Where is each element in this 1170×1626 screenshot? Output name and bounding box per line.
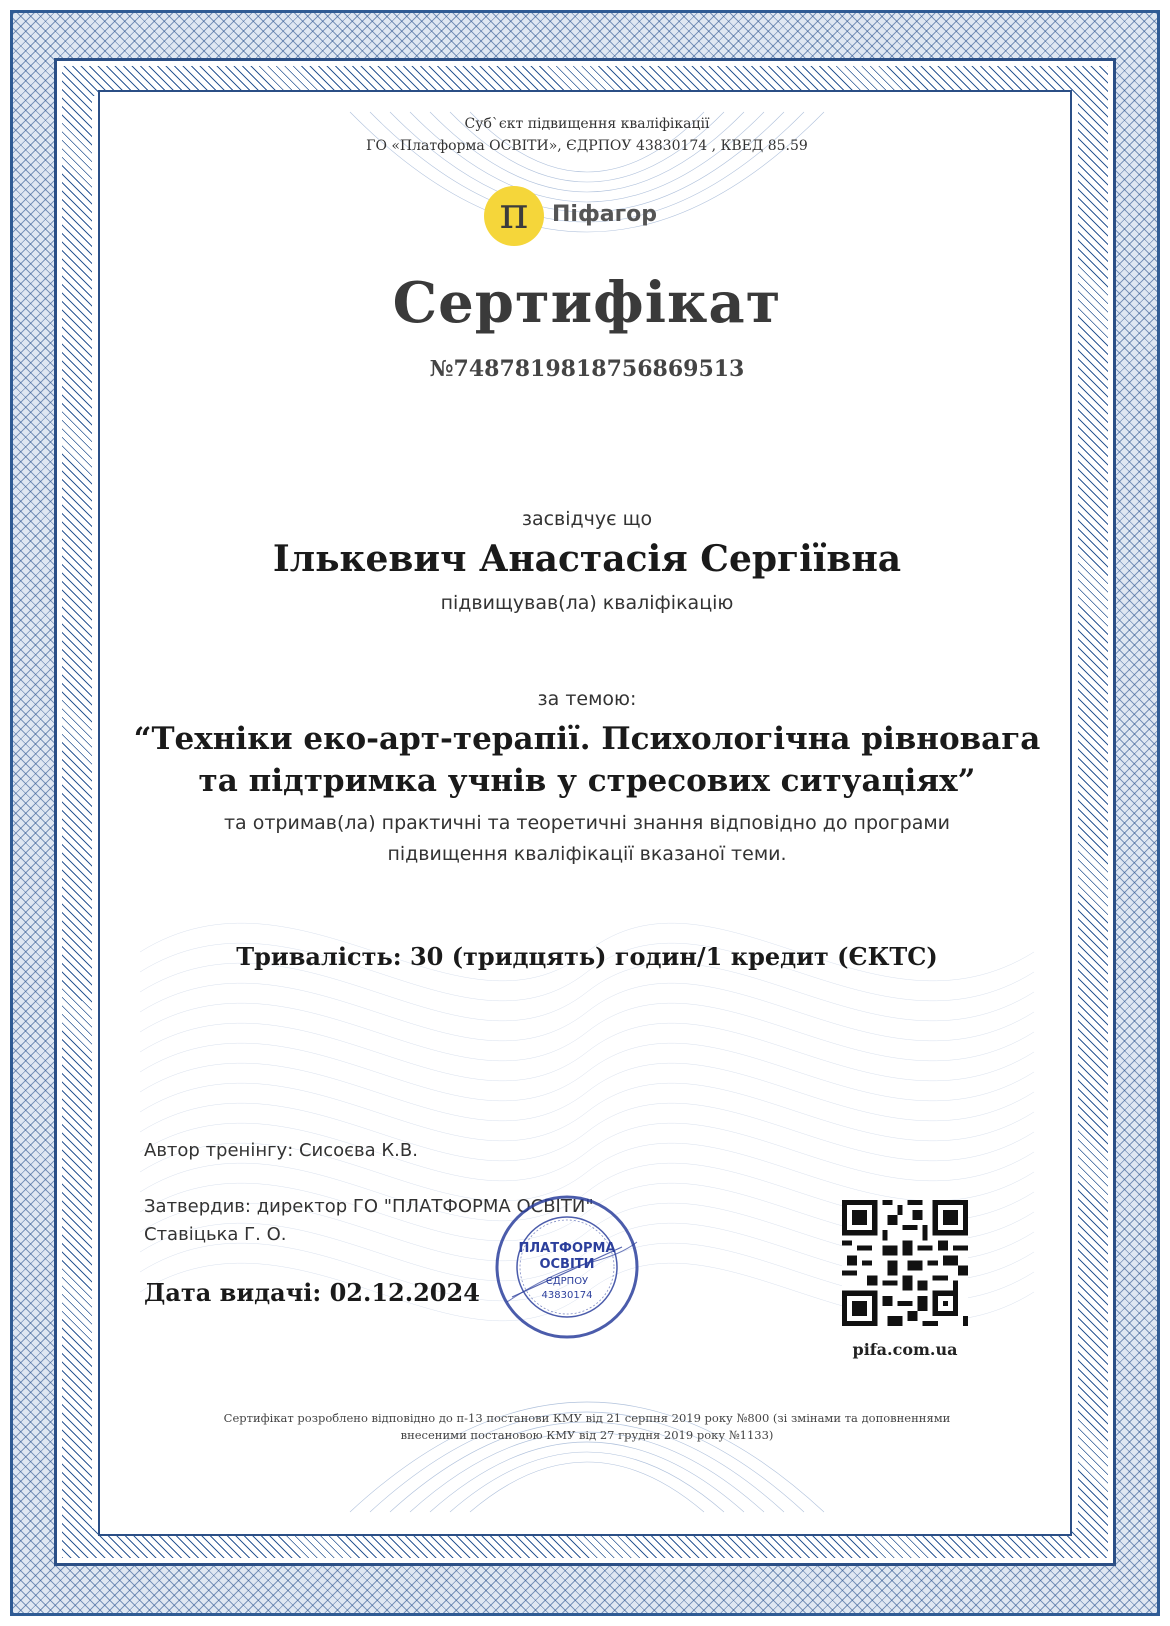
received-line-2: підвищення кваліфікації вказаної теми.: [387, 843, 787, 865]
issuer-line-2: ГО «Платформа ОСВІТИ», ЄДРПОУ 43830174 , КВЕД 85.59: [366, 138, 808, 154]
stamp-text-4: 43830174: [541, 1290, 593, 1301]
issuer-line-1: Суб`єкт підвищення кваліфікації: [464, 116, 710, 132]
stamp-text-3: ЄДРПОУ: [545, 1276, 589, 1287]
pi-icon: π: [499, 188, 529, 239]
course-duration: Тривалість: 30 (тридцять) годин/1 кредит (ЄКТС): [236, 942, 938, 971]
legal-footer: [100, 1410, 1072, 1444]
approved-by: Затвердив: директор ГО "ПЛАТФОРМА ОСВІТИ": [144, 1196, 594, 1217]
website-link[interactable]: pifa.com.ua: [852, 1340, 958, 1359]
footer-line-1: Сертифікат розроблено відповідно до п-13 постанови КМУ від 21 серпня 2019 року №800 (зі змінами та доповненнями: [223, 1411, 951, 1425]
logo-text: Піфагор: [552, 202, 657, 227]
certificate-body: [98, 90, 1072, 1536]
course-topic: [100, 718, 1072, 802]
course-topic-line-2: та підтримка учнів у стресових ситуаціях”: [198, 763, 976, 799]
improved-qualification-text: підвищував(ла) кваліфікацію: [440, 592, 734, 614]
training-author: Автор тренінгу: Сисоєва К.В.: [144, 1140, 418, 1161]
qr-code[interactable]: [842, 1200, 968, 1326]
stamp-text-1: ПЛАТФОРМА: [518, 1241, 616, 1256]
stamp-text-2: ОСВІТИ: [539, 1257, 595, 1272]
certifies-text: засвідчує що: [521, 508, 653, 530]
course-topic-line-1: “Техніки еко-арт-терапії. Психологічна рівновага: [133, 721, 1041, 757]
approver-name: Ставіцька Г. О.: [144, 1224, 287, 1245]
certificate-number: №7487819818756869513: [429, 356, 745, 382]
received-knowledge-text: [100, 808, 1072, 870]
received-line-1: та отримав(ла) практичні та теоретичні знання відповідно до програми: [223, 812, 951, 834]
certificate-title: Сертифікат: [392, 270, 782, 336]
footer-line-2: внесеними постановою КМУ від 27 грудня 2019 року №1133): [400, 1428, 774, 1442]
official-stamp: [492, 1192, 642, 1342]
recipient-name: Ількевич Анастасія Сергіївна: [272, 538, 902, 580]
on-topic-label: за темою:: [537, 688, 637, 710]
issue-date: Дата видачі: 02.12.2024: [144, 1278, 480, 1307]
pifagor-logo: [484, 186, 684, 246]
